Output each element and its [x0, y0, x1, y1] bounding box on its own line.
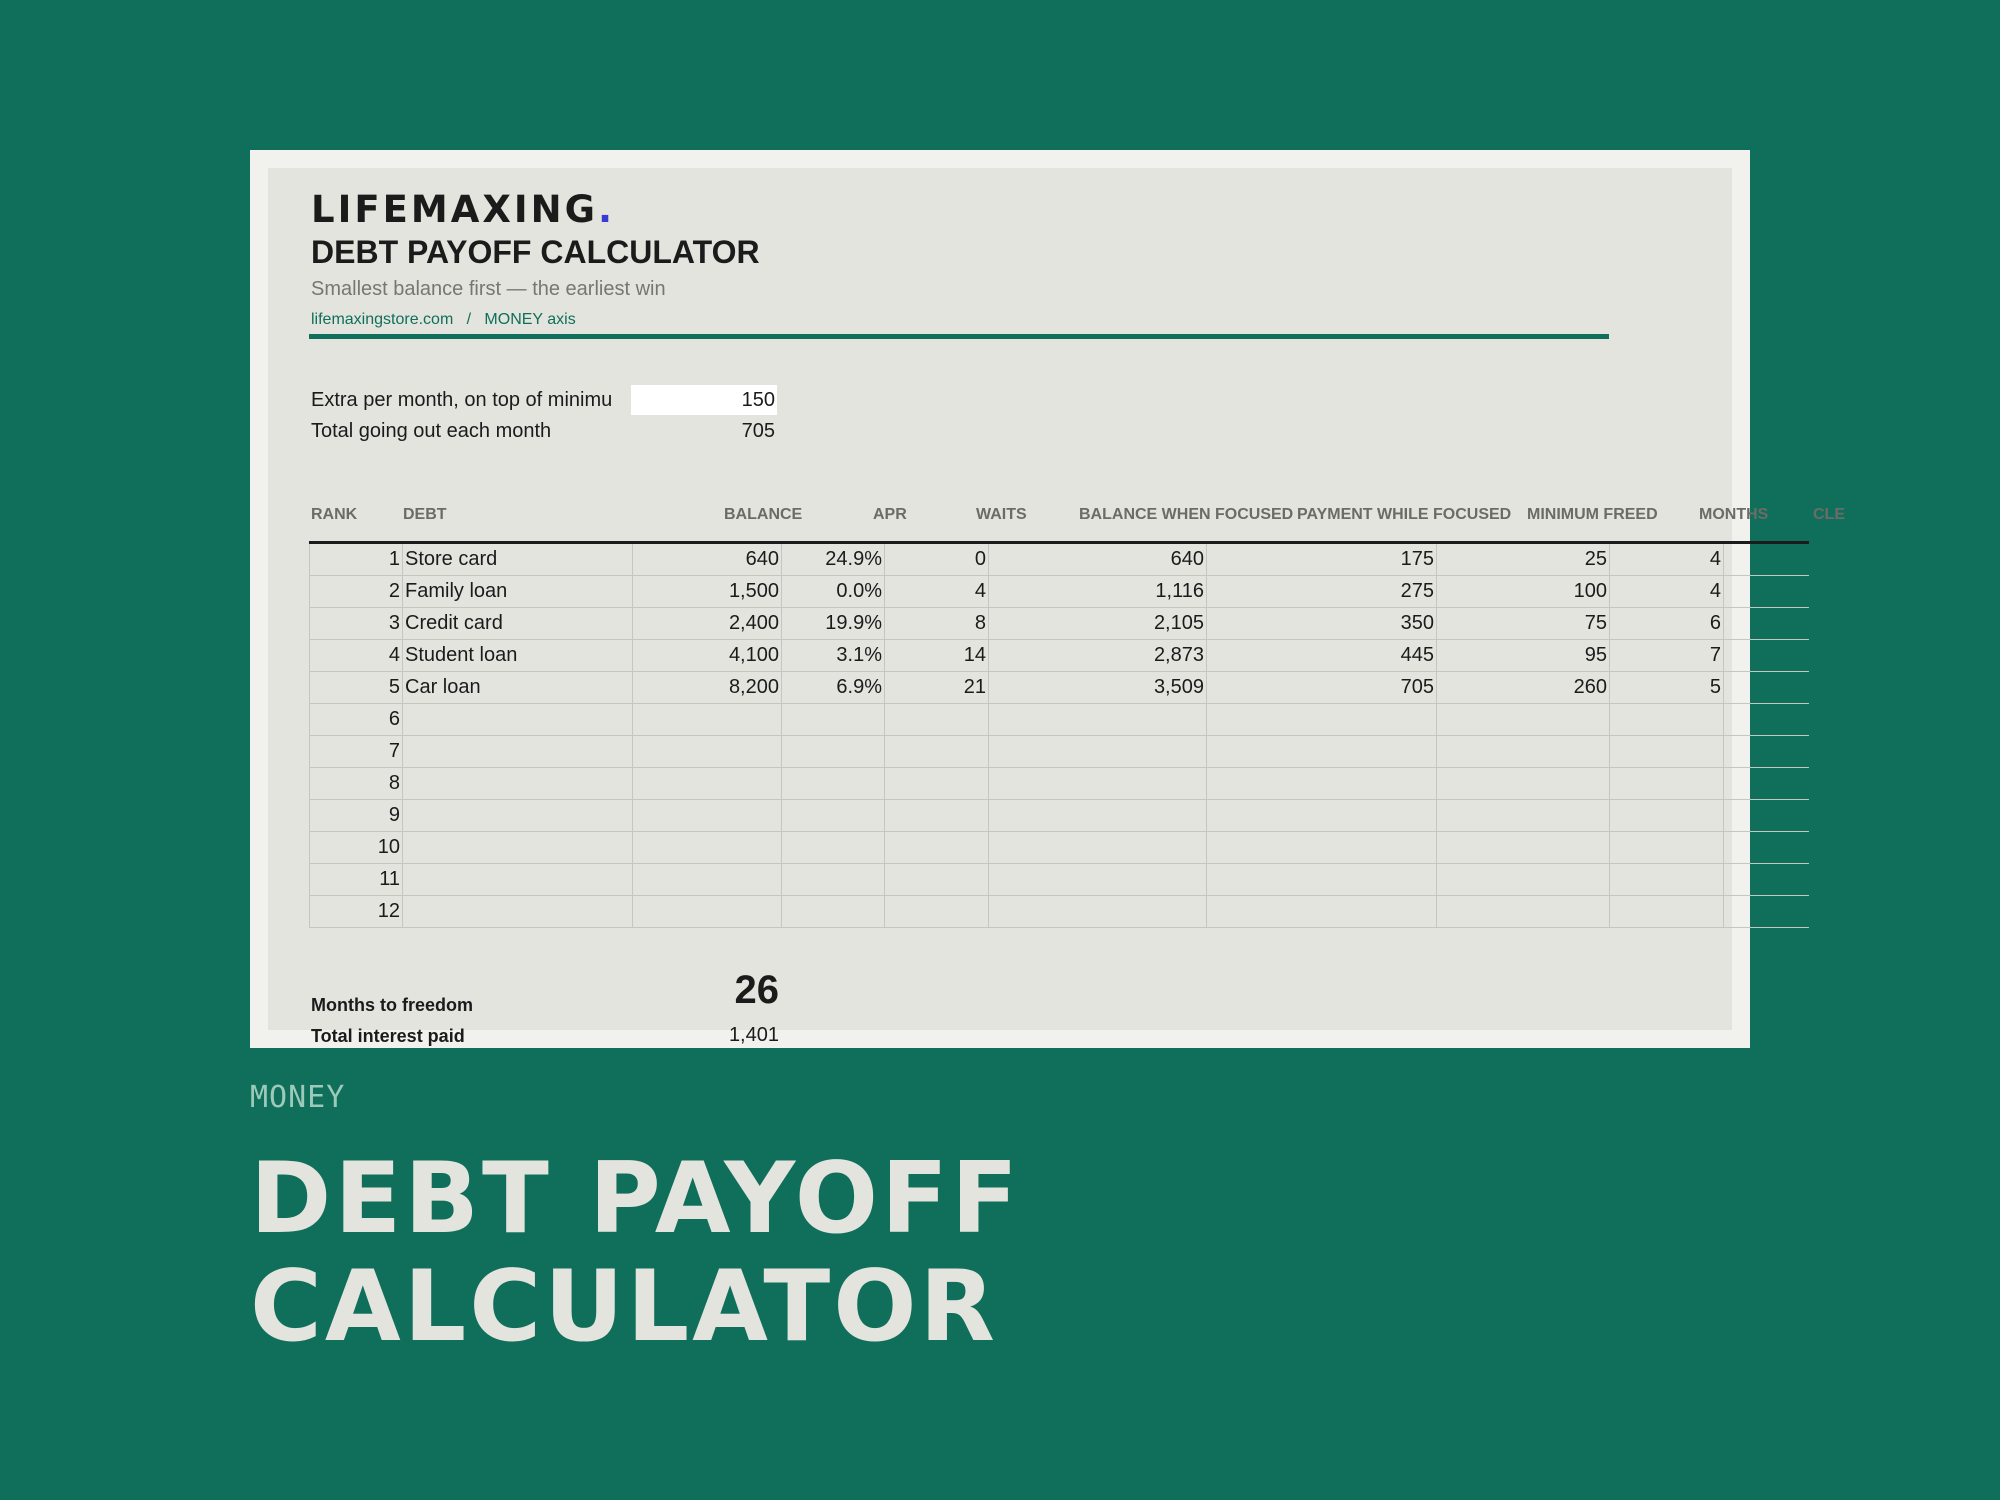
cell-balance[interactable]: 1,500 [632, 576, 781, 607]
product-title [250, 1142, 1021, 1364]
table-row [309, 832, 1809, 864]
table-row [309, 672, 1809, 704]
col-header-apr[interactable]: APR [873, 506, 907, 523]
table-row [309, 864, 1809, 896]
cell-rank[interactable]: 11 [309, 864, 402, 895]
cell-balance[interactable] [632, 832, 781, 863]
table-row [309, 544, 1809, 576]
table-row [309, 704, 1809, 736]
cell-rank[interactable]: 4 [309, 640, 402, 671]
cell-waits[interactable] [884, 896, 988, 927]
cell-cleared[interactable] [1723, 576, 1813, 607]
cell-waits[interactable]: 21 [884, 672, 988, 703]
total-interest-value: 1,401 [728, 1024, 779, 1046]
cell-payment-while-focused[interactable]: 175 [1206, 544, 1436, 575]
cell-cleared[interactable] [1723, 704, 1813, 735]
cell-minimum-freed[interactable] [1436, 736, 1609, 767]
cell-months[interactable] [1609, 800, 1723, 831]
cell-balance[interactable] [632, 736, 781, 767]
cell-balance-when-focused[interactable]: 2,873 [988, 640, 1206, 671]
cell-apr[interactable] [781, 864, 884, 895]
cell-months[interactable]: 4 [1609, 576, 1723, 607]
col-header-rank[interactable]: RANK [311, 506, 358, 523]
extra-payment-input[interactable]: 150 [631, 385, 777, 415]
cell-balance[interactable]: 4,100 [632, 640, 781, 671]
cell-balance[interactable] [632, 896, 781, 927]
cell-payment-while-focused[interactable] [1206, 864, 1436, 895]
table-row [309, 896, 1809, 928]
cell-rank[interactable]: 6 [309, 704, 402, 735]
cell-debt[interactable] [402, 704, 632, 735]
cell-waits[interactable] [884, 800, 988, 831]
product-title-line-2: CALCULATOR [250, 1250, 999, 1364]
cell-rank[interactable]: 2 [309, 576, 402, 607]
title-rule [309, 334, 1609, 339]
breadcrumb-separator: / [466, 311, 472, 328]
cell-apr[interactable] [781, 832, 884, 863]
cell-apr[interactable] [781, 768, 884, 799]
spreadsheet-preview-card [250, 150, 1845, 1048]
cell-debt[interactable] [402, 832, 632, 863]
cell-cleared[interactable] [1723, 832, 1813, 863]
cell-debt[interactable]: Credit card [402, 608, 632, 639]
cell-months[interactable]: 6 [1609, 608, 1723, 639]
col-header-debt[interactable]: DEBT [403, 506, 447, 523]
cell-months[interactable]: 5 [1609, 672, 1723, 703]
cell-balance[interactable] [632, 800, 781, 831]
product-title-line-1: DEBT PAYOFF [250, 1142, 1021, 1256]
cell-apr[interactable]: 24.9% [781, 544, 884, 575]
cell-balance-when-focused[interactable]: 3,509 [988, 672, 1206, 703]
cell-waits[interactable] [884, 832, 988, 863]
cell-cleared[interactable] [1723, 736, 1813, 767]
cell-debt[interactable]: Car loan [402, 672, 632, 703]
cell-balance[interactable]: 640 [632, 544, 781, 575]
cell-rank[interactable]: 12 [309, 896, 402, 927]
cell-payment-while-focused[interactable] [1206, 704, 1436, 735]
cell-cleared[interactable] [1723, 864, 1813, 895]
cell-cleared[interactable] [1723, 672, 1813, 703]
cell-months[interactable]: 4 [1609, 544, 1723, 575]
debt-table [309, 544, 1809, 928]
sheet-title: DEBT PAYOFF CALCULATOR [311, 234, 760, 270]
table-row [309, 800, 1809, 832]
cell-months[interactable] [1609, 832, 1723, 863]
cell-debt[interactable]: Family loan [402, 576, 632, 607]
cell-balance[interactable] [632, 864, 781, 895]
months-to-freedom-label: Months to freedom [311, 995, 473, 1015]
months-to-freedom-value: 26 [734, 968, 779, 1012]
cell-debt[interactable] [402, 896, 632, 927]
cell-rank[interactable]: 7 [309, 736, 402, 767]
cell-balance-when-focused[interactable] [988, 864, 1206, 895]
cell-months[interactable]: 7 [1609, 640, 1723, 671]
cell-balance-when-focused[interactable] [988, 800, 1206, 831]
cell-payment-while-focused[interactable]: 350 [1206, 608, 1436, 639]
cell-debt[interactable]: Student loan [402, 640, 632, 671]
cell-waits[interactable]: 14 [884, 640, 988, 671]
total-interest-label: Total interest paid [311, 1026, 465, 1046]
cell-payment-while-focused[interactable] [1206, 736, 1436, 767]
col-header-payment-while-focused[interactable]: PAYMENT WHILE FOCUSED [1297, 506, 1512, 523]
table-row [309, 736, 1809, 768]
cell-waits[interactable] [884, 768, 988, 799]
breadcrumb-axis: MONEY axis [484, 311, 576, 328]
cell-rank[interactable]: 8 [309, 768, 402, 799]
table-row [309, 576, 1809, 608]
cell-minimum-freed[interactable] [1436, 896, 1609, 927]
cell-waits[interactable]: 4 [884, 576, 988, 607]
cell-minimum-freed[interactable]: 260 [1436, 672, 1609, 703]
cell-months[interactable] [1609, 768, 1723, 799]
extra-payment-label: Extra per month, on top of minimu [311, 389, 613, 411]
cell-payment-while-focused[interactable] [1206, 768, 1436, 799]
cell-minimum-freed[interactable] [1436, 832, 1609, 863]
cell-apr[interactable] [781, 896, 884, 927]
cell-payment-while-focused[interactable]: 445 [1206, 640, 1436, 671]
cell-debt[interactable] [402, 768, 632, 799]
cell-balance-when-focused[interactable] [988, 768, 1206, 799]
cell-debt[interactable] [402, 800, 632, 831]
table-header [309, 506, 1845, 530]
cell-balance-when-focused[interactable] [988, 704, 1206, 735]
col-header-balance-when-focused[interactable]: BALANCE WHEN FOCUSED [1079, 506, 1294, 523]
col-header-balance[interactable]: BALANCE [724, 506, 803, 523]
cell-payment-while-focused[interactable] [1206, 896, 1436, 927]
cell-balance-when-focused[interactable]: 1,116 [988, 576, 1206, 607]
cell-waits[interactable] [884, 736, 988, 767]
cell-months[interactable] [1609, 864, 1723, 895]
cell-cleared[interactable] [1723, 768, 1813, 799]
cell-debt[interactable] [402, 736, 632, 767]
cell-minimum-freed[interactable] [1436, 704, 1609, 735]
cell-rank[interactable]: 1 [309, 544, 402, 575]
cell-rank[interactable]: 5 [309, 672, 402, 703]
col-header-waits[interactable]: WAITS [976, 506, 1027, 523]
cell-apr[interactable]: 6.9% [781, 672, 884, 703]
cell-minimum-freed[interactable]: 95 [1436, 640, 1609, 671]
breadcrumb [311, 311, 576, 329]
cell-balance[interactable]: 2,400 [632, 608, 781, 639]
cell-months[interactable] [1609, 896, 1723, 927]
col-header-cleared[interactable]: CLE [1813, 506, 1845, 523]
cell-payment-while-focused[interactable]: 275 [1206, 576, 1436, 607]
cell-cleared[interactable] [1723, 640, 1813, 671]
col-header-months[interactable]: MONTHS [1699, 506, 1769, 523]
total-monthly-value: 705 [741, 420, 775, 442]
extra-payment-row [311, 385, 781, 415]
cell-payment-while-focused[interactable] [1206, 800, 1436, 831]
cell-apr[interactable]: 19.9% [781, 608, 884, 639]
col-header-minimum-freed[interactable]: MINIMUM FREED [1527, 506, 1658, 523]
cell-balance-when-focused[interactable]: 2,105 [988, 608, 1206, 639]
category-label: MONEY [250, 1080, 346, 1115]
store-link[interactable]: lifemaxingstore.com [311, 311, 454, 328]
table-row [309, 640, 1809, 672]
cell-apr[interactable]: 3.1% [781, 640, 884, 671]
sheet-subtitle: Smallest balance first — the earliest win [311, 278, 666, 300]
cell-minimum-freed[interactable]: 25 [1436, 544, 1609, 575]
cell-months[interactable] [1609, 704, 1723, 735]
cell-balance-when-focused[interactable] [988, 736, 1206, 767]
cell-balance-when-focused[interactable]: 640 [988, 544, 1206, 575]
table-row [309, 608, 1809, 640]
cell-minimum-freed[interactable]: 75 [1436, 608, 1609, 639]
cell-payment-while-focused[interactable]: 705 [1206, 672, 1436, 703]
cell-minimum-freed[interactable] [1436, 768, 1609, 799]
cell-rank[interactable]: 10 [309, 832, 402, 863]
cell-rank[interactable]: 9 [309, 800, 402, 831]
brand-logo: LIFEMAXING. [311, 188, 616, 231]
cell-waits[interactable] [884, 864, 988, 895]
cell-balance-when-focused[interactable] [988, 832, 1206, 863]
cell-waits[interactable]: 0 [884, 544, 988, 575]
cell-minimum-freed[interactable] [1436, 864, 1609, 895]
cell-apr[interactable] [781, 704, 884, 735]
cell-balance[interactable]: 8,200 [632, 672, 781, 703]
cell-rank[interactable]: 3 [309, 608, 402, 639]
cell-apr[interactable] [781, 800, 884, 831]
cell-waits[interactable] [884, 704, 988, 735]
cell-cleared[interactable] [1723, 608, 1813, 639]
cell-apr[interactable] [781, 736, 884, 767]
cell-apr[interactable]: 0.0% [781, 576, 884, 607]
total-monthly-label: Total going out each month [311, 420, 552, 442]
cell-payment-while-focused[interactable] [1206, 832, 1436, 863]
spreadsheet [268, 168, 1845, 1046]
cell-cleared[interactable] [1723, 544, 1813, 575]
cell-balance[interactable] [632, 704, 781, 735]
cell-balance-when-focused[interactable] [988, 896, 1206, 927]
cell-debt[interactable] [402, 864, 632, 895]
cell-months[interactable] [1609, 736, 1723, 767]
cell-minimum-freed[interactable] [1436, 800, 1609, 831]
cell-minimum-freed[interactable]: 100 [1436, 576, 1609, 607]
table-row [309, 768, 1809, 800]
total-monthly-row [311, 416, 781, 446]
cell-debt[interactable]: Store card [402, 544, 632, 575]
cell-balance[interactable] [632, 768, 781, 799]
cell-cleared[interactable] [1723, 896, 1813, 927]
cell-waits[interactable]: 8 [884, 608, 988, 639]
cell-cleared[interactable] [1723, 800, 1813, 831]
